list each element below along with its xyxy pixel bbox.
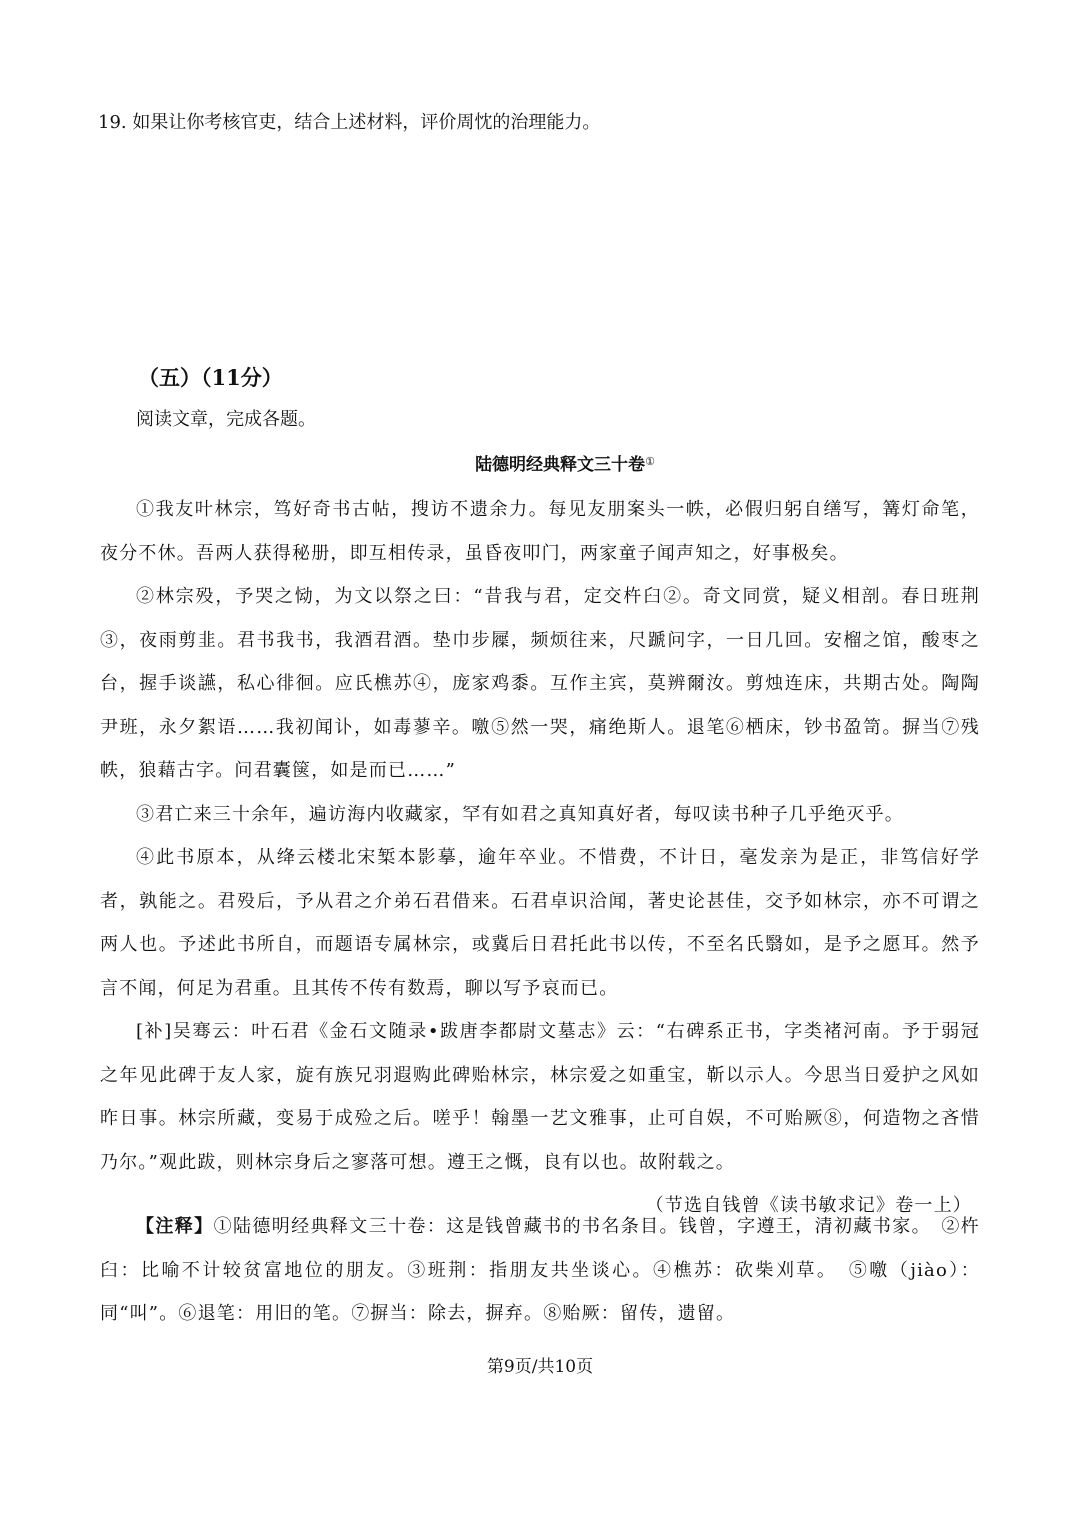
article-paragraph-1: ①我友叶林宗，笃好奇书古帖，搜访不遗余力。每见友朋案头一帙，必假归躬自缮写，篝灯命笔，夜分不休。吾两人获得秘册，即互相传录，虽昏夜叩门，两家童子闻声知之，好事极矣。 [100, 499, 980, 564]
article-title-text: 陆德明经典释文三十卷 [475, 455, 646, 475]
section-instruction: 阅读文章，完成各题。 [136, 409, 316, 430]
article-paragraph-3: ③君亡来三十余年，遍访海内收藏家，罕有如君之真知真好者，每叹读书种子几乎绝灭乎。 [136, 803, 904, 825]
article-body [100, 488, 980, 1228]
page-number: 第9页/共10页 [486, 1357, 594, 1377]
notes-section [100, 1205, 980, 1336]
article-title-note-marker: ① [645, 455, 655, 468]
notes-paragraph [100, 1205, 980, 1336]
notes-label: 【注释】 [136, 1216, 214, 1237]
question-19: 19. 如果让你考核官吏，结合上述材料，评价周忱的治理能力。 [98, 112, 601, 133]
article-paragraph-4: ④此书原本，从绛云楼北宋椠本影摹，逾年卒业。不惜费，不计日，毫发亲为是正，非笃信好学者，孰能之。君殁后，予从君之介弟石君借来。石君卓识洽闻，著史论甚佳，交予如林宗，亦不可谓之两人也。予述此书所自，而题语专属林宗，或冀后日君托此书以传，不至名氏翳如，是予之愿耳。然予言不闻，何足为君重。且其传不传有数焉，聊以写予哀而已。 [100, 847, 980, 999]
article-supplement: [补]吴骞云：叶石君《金石文随录•跋唐李都尉文墓志》云：“右碑系正书，字类褚河南。予于弱冠之年见此碑于友人家，旋有族兄羽遐购此碑贻林宗，林宗爱之如重宝，靳以示人。今思当日爱护之风如昨日事。林宗所藏，变易于成殓之后。嗟乎！翰墨一艺文雅事，止可自娱，不可贻厥⑧，何造物之吝惜乃尔。”观此跋，则林宗身后之寥落可想。遵王之慨，良有以也。故附载之。 [100, 1021, 980, 1173]
article-source: （节选自钱曾《读书敏求记》卷一上） [645, 1195, 972, 1216]
page-footer [0, 1353, 1080, 1381]
section-title: （五）（11分） [138, 365, 283, 390]
article-paragraph-2: ②林宗殁，予哭之恸，为文以祭之曰：“昔我与君，定交杵臼②。奇文同赏，疑义相剖。春日班荆③，夜雨剪韭。君书我书，我酒君酒。垫巾步屧，频烦往来，尺蹏问字，一日几回。安榴之馆，酸枣之台，握手谈讌，私心徘徊。应氏樵苏④，庞家鸡黍。互作主宾，莫辨爾汝。剪烛连床，共期古处。陶陶尹班，永夕絮语……我初闻讣，如毒蓼辛。噭⑤然一哭，痛绝斯人。退笔⑥栖床，钞书盈笥。摒当⑦残帙，狼藉古字。问君囊箧，如是而已……” [100, 586, 980, 781]
article-title [0, 451, 1080, 479]
notes-text: ①陆德明经典释文三十卷：这是钱曾藏书的书名条目。钱曾，字遵王，清初藏书家。 ②杵臼：比喻不计较贫富地位的朋友。③班荆：指朋友共坐谈心。④樵苏：砍柴刈草。 ⑤噭（jiào）：同“叫”。⑥退笔：用旧的笔。⑦摒当：除去，摒弃。⑧贻厥：留传，遗留。 [100, 1216, 980, 1324]
